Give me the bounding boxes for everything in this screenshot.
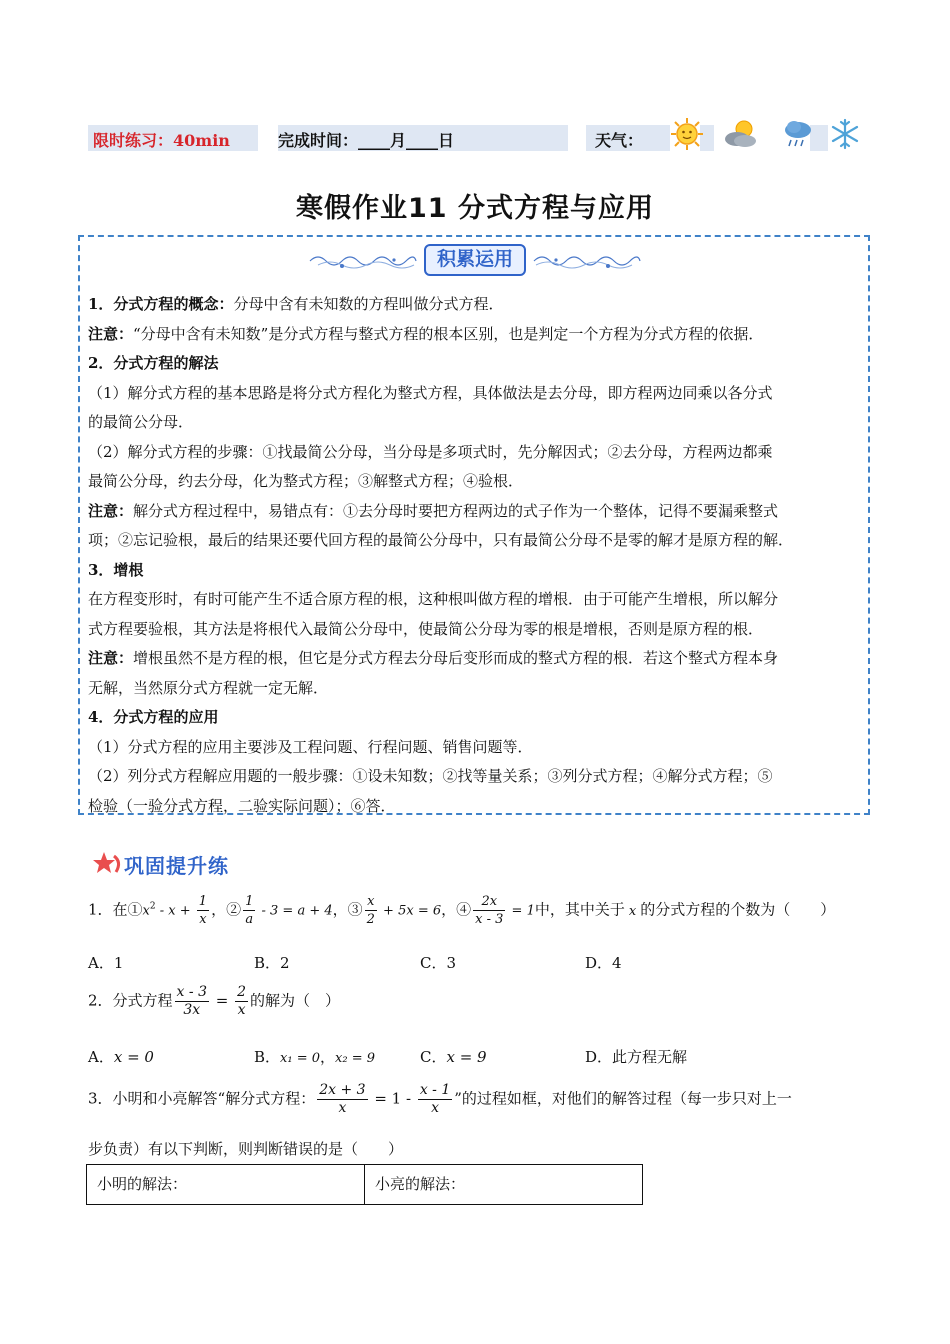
q2-prefix: 2．分式方程 xyxy=(88,991,173,1010)
q1-expr: - 3 = a + 4 xyxy=(257,903,333,919)
weather-label: 天气： xyxy=(595,131,644,150)
q1-sep: ，④ xyxy=(441,900,472,919)
kp-text: 增根虽然不是方程的根，但它是分式方程去分母后变形而成的整式方程的根．若这个整式方程本身 xyxy=(133,649,779,667)
partly-cloudy-icon xyxy=(722,117,760,151)
numerator: 2x xyxy=(473,893,505,911)
xiaoming-cell: 小明的解法： xyxy=(87,1165,365,1205)
option-sep: ， xyxy=(320,1048,336,1066)
q3-eq: = 1 - xyxy=(369,1089,416,1108)
wave-decoration-right xyxy=(532,250,642,272)
note-label: 注意： xyxy=(88,324,134,343)
fraction xyxy=(243,893,255,928)
kp-text: （2）列分式方程解应用题的一般步骤：①设未知数；②找等量关系；③列分式方程；④解分式方程；⑤ xyxy=(88,767,773,785)
q2-option-a[interactable] xyxy=(88,1046,154,1067)
kp-text: 项；②忘记验根，最后的结果还要代回方程的最简公分母中，只有最简公分母不是零的解才是原方程的解． xyxy=(88,531,794,549)
star-icon xyxy=(92,850,124,878)
wave-decoration-left xyxy=(308,250,418,272)
denominator: x xyxy=(199,912,207,927)
kp-heading: 3．增根 xyxy=(88,560,144,579)
q1-exponent: 2 xyxy=(149,901,156,912)
kp-text: （2）解分式方程的步骤：①找最简公分母，当分母是多项式时，先分解因式；②去分母，方程两边都乘 xyxy=(88,442,773,461)
fraction xyxy=(365,893,377,928)
option-value: x = 0 xyxy=(113,1048,154,1066)
q1-expr: = 1 xyxy=(507,903,535,919)
fraction xyxy=(197,893,209,928)
numerator: 2 xyxy=(237,984,247,1000)
kp-text: 在方程变形时，有时可能产生不适合原方程的根，这种根叫做方程的增根．由于可能产生增根，所以解分 xyxy=(88,590,779,608)
denominator: a xyxy=(245,912,254,927)
xiaoliang-cell: 小亮的解法： xyxy=(365,1165,643,1205)
section-badge: 积累运用 xyxy=(424,244,526,276)
kp-text: 无解，当然原分式方程就一定无解． xyxy=(88,678,329,697)
kp-concept xyxy=(88,290,866,320)
option-value: x₁ = 0 xyxy=(280,1051,321,1066)
q2-text: 的解为（ ） xyxy=(250,991,341,1010)
question-3-line2: 步负责）有以下判断，则判断错误的是（ ） xyxy=(88,1140,404,1158)
kp-text: 分母中含有未知数的方程叫做分式方程． xyxy=(233,295,504,313)
question-1 xyxy=(88,893,835,928)
note-label: 注意： xyxy=(88,649,134,667)
q3-text: ”的过程如框，对他们的解答过程（每一步只对上一 xyxy=(454,1089,792,1108)
fraction xyxy=(473,893,505,928)
fraction xyxy=(235,984,248,1019)
solution-table xyxy=(86,1164,643,1205)
numerator: 2x + 3 xyxy=(319,1082,366,1098)
page-title: 寒假作业11 分式方程与应用 xyxy=(296,193,654,224)
q1-text: 的分式方程的个数为（ ） xyxy=(640,900,836,919)
q1-expr: x xyxy=(142,903,150,919)
question-2 xyxy=(88,984,340,1019)
q1-var: x xyxy=(628,903,637,919)
q1-option-a[interactable]: A．1 xyxy=(88,954,124,972)
q2-option-c[interactable] xyxy=(420,1046,487,1067)
option-label: C． xyxy=(420,1048,447,1066)
numerator: x - 1 xyxy=(419,1082,451,1098)
kp-heading: 1．分式方程的概念： xyxy=(88,295,234,313)
q1-option-c[interactable]: C．3 xyxy=(420,954,457,972)
q2-option-d[interactable]: D．此方程无解 xyxy=(585,1048,688,1066)
q1-sep: ，② xyxy=(211,900,242,919)
numerator: 1 xyxy=(245,894,254,909)
q2-eq: = xyxy=(210,991,234,1010)
fraction xyxy=(175,984,209,1019)
header-bar xyxy=(88,125,858,151)
kp-note xyxy=(88,497,866,527)
kp-text: （1）解分式方程的基本思路是将分式方程化为整式方程，具体做法是去分母，即方程两边同乘以各分式 xyxy=(88,383,773,402)
kp-text: 式方程要验根，其方法是将根代入最简公分母中，使最简公分母为零的根是增根，否则是原方程的根． xyxy=(88,619,764,638)
fraction xyxy=(317,1082,367,1117)
q1-option-b[interactable]: B．2 xyxy=(254,954,290,972)
q1-text: 中，其中关于 xyxy=(534,900,625,919)
option-label: B． xyxy=(254,1048,281,1066)
numerator: 1 xyxy=(198,894,208,909)
denominator: x - 3 xyxy=(475,912,504,927)
denominator: x xyxy=(237,1002,246,1018)
q1-expr: + 5x = 6 xyxy=(378,903,442,919)
kp-text: 的最简公分母． xyxy=(88,413,194,431)
kp-note xyxy=(88,320,866,350)
kp-text: 检验（一验分式方程，二验实际问题）；⑥答． xyxy=(88,796,396,815)
q1-expr: - x + xyxy=(155,903,195,919)
completion-time: 完成时间：____月____日 xyxy=(278,131,455,150)
kp-note xyxy=(88,644,866,674)
kp-text: “分母中含有未知数”是分式方程与整式方程的根本区别，也是判定一个方程为分式方程的依据． xyxy=(133,324,764,343)
q1-prefix: 1．在① xyxy=(88,900,143,919)
note-label: 注意： xyxy=(88,501,134,520)
question-3 xyxy=(88,1082,792,1117)
section-title: 巩固提升练 xyxy=(124,854,229,878)
q2-option-b[interactable] xyxy=(254,1046,375,1067)
denominator: 2 xyxy=(366,912,375,927)
q1-option-d[interactable]: D．4 xyxy=(585,954,622,972)
knowledge-points xyxy=(88,290,866,821)
fraction xyxy=(418,1082,452,1117)
denominator: x xyxy=(338,1100,347,1116)
q1-sep: ，③ xyxy=(332,900,363,919)
numerator: x xyxy=(365,893,377,911)
kp-heading: 2．分式方程的解法 xyxy=(88,354,219,372)
option-value: x₂ = 9 xyxy=(335,1051,376,1066)
kp-text: 最简公分母，约去分母，化为整式方程；③解整式方程；④验根． xyxy=(88,472,524,490)
sun-icon xyxy=(670,117,704,151)
kp-heading: 4．分式方程的应用 xyxy=(88,708,219,726)
snowflake-icon xyxy=(830,117,860,151)
kp-text: （1）分式方程的应用主要涉及工程问题、行程问题、销售问题等． xyxy=(88,737,533,756)
rain-icon xyxy=(782,117,814,151)
q3-prefix: 3．小明和小亮解答“解分式方程： xyxy=(88,1089,316,1108)
option-value: x = 9 xyxy=(446,1048,487,1066)
denominator: x xyxy=(431,1100,439,1116)
option-label: A． xyxy=(88,1048,114,1066)
denominator: 3x xyxy=(183,1002,201,1018)
time-limit: 限时练习：40min xyxy=(93,131,230,150)
numerator: x - 3 xyxy=(176,984,207,1000)
kp-text: 解分式方程过程中，易错点有：①去分母时要把方程两边的式子作为一个整体，记得不要漏乘整式 xyxy=(133,501,779,520)
